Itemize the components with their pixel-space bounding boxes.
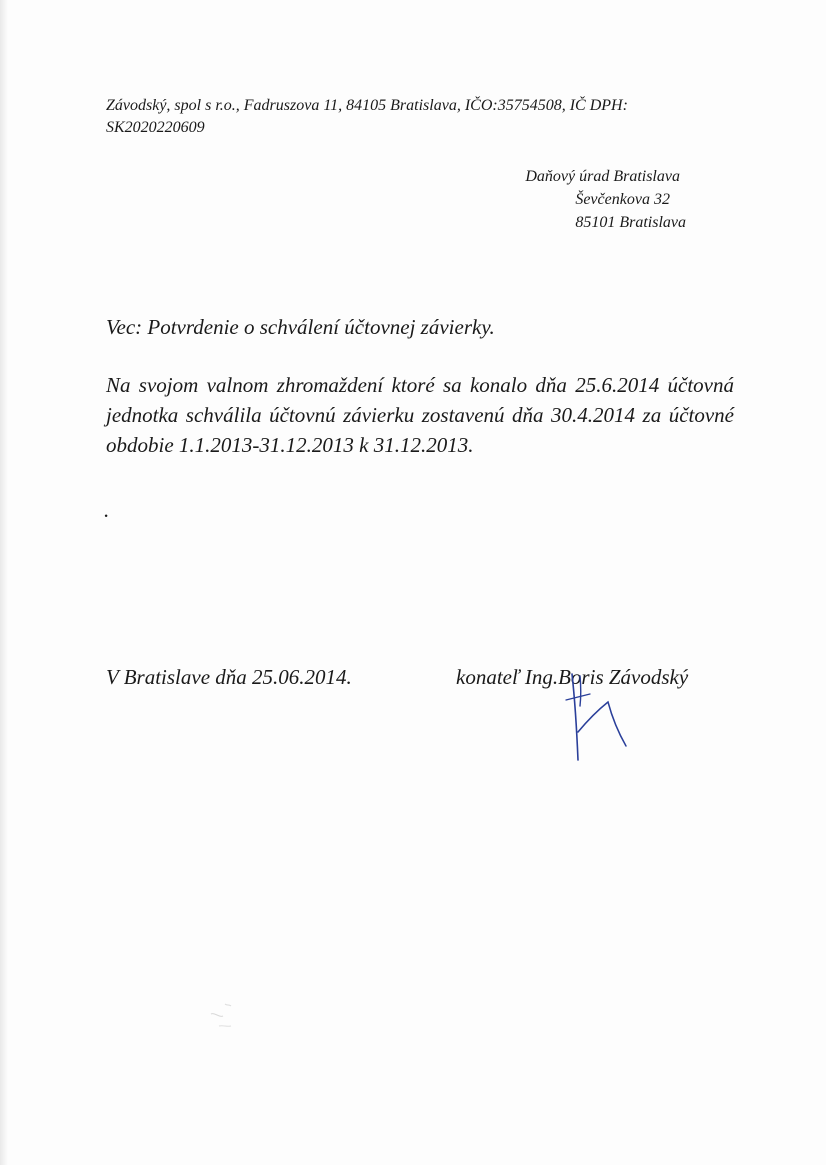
stray-dot: . [104,498,110,522]
place-and-date: V Bratislave dňa 25.06.2014. [106,665,352,689]
signatory-name: konateľ Ing.Boris Závodský [456,665,689,689]
recipient-city: 85101 Bratislava [575,214,686,231]
scan-smudge [205,996,245,1036]
letter-subject: Vec: Potvrdenie o schválení účtovnej závierky. [106,315,495,339]
recipient-address [525,165,686,234]
scan-edge-shadow [0,0,8,1165]
letter-body: Na svojom valnom zhromaždení ktoré sa konalo dňa 25.6.2014 účtovná jednotka schválila účtovnú závierku zostavenú dňa 30.4.2014 za účtovné obdobie 1.1.2013-31.12.2013 k 31.12.2013. [106,373,734,457]
recipient-street: Ševčenkova 32 [575,191,670,208]
recipient-name: Daňový úrad Bratislava [525,168,680,185]
sender-letterhead: Závodský, spol s r.o., Fadruszova 11, 84105 Bratislava, IČO:35754508, IČ DPH: SK2020220609 [106,97,628,136]
handwritten-signature [562,672,642,767]
